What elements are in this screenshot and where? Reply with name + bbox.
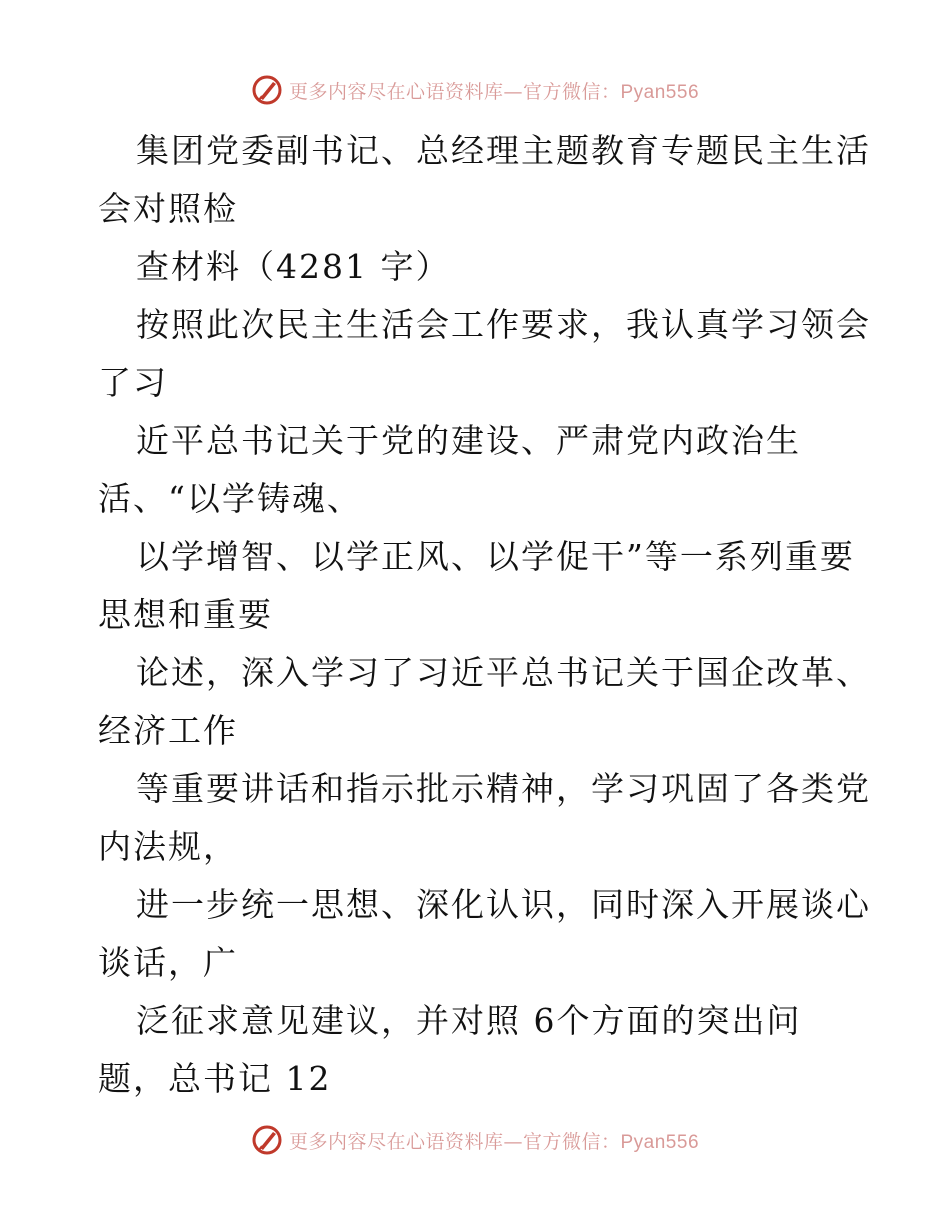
- text-line: 以学增智、以学正风、以学促干”等一系列重要: [136, 537, 855, 576]
- text-line: 会对照检: [98, 189, 238, 228]
- text-line: 近平总书记关于党的建设、严肃党内政治生: [136, 421, 801, 460]
- text-line: 内法规，: [98, 827, 238, 866]
- watermark-wechat-id: Pyan556: [620, 1131, 700, 1153]
- quill-pen-logo-icon: [251, 74, 283, 106]
- text-line: 查材料（4281 字）: [136, 247, 451, 286]
- text-line: 集团党委副书记、总经理主题教育专题民主生活: [136, 131, 871, 170]
- watermark-text: 更多内容尽在心语资料库—官方微信：: [288, 80, 621, 103]
- text-line: 思想和重要: [98, 595, 273, 634]
- text-line: 经济工作: [98, 711, 238, 750]
- text-line: 活、“以学铸魂、: [98, 479, 362, 518]
- watermark-text: 更多内容尽在心语资料库—官方微信：: [288, 1130, 621, 1153]
- text-line: 谈话，广: [98, 943, 238, 982]
- document-body: [98, 122, 871, 1108]
- footer-watermark: [0, 1120, 950, 1160]
- text-line: 泛征求意见建议，并对照 6个方面的突出问: [136, 1001, 802, 1040]
- watermark-wechat-id: Pyan556: [620, 81, 700, 103]
- header-watermark: [0, 70, 950, 110]
- text-line: 等重要讲话和指示批示精神，学习巩固了各类党: [136, 769, 871, 808]
- text-line: 论述，深入学习了习近平总书记关于国企改革、: [136, 653, 871, 692]
- quill-pen-logo-icon: [251, 1124, 283, 1156]
- text-line: 了习: [98, 363, 168, 402]
- text-line: 题，总书记 12: [98, 1059, 332, 1098]
- text-line: 按照此次民主生活会工作要求，我认真学习领会: [136, 305, 871, 344]
- text-line: 进一步统一思想、深化认识，同时深入开展谈心: [136, 885, 871, 924]
